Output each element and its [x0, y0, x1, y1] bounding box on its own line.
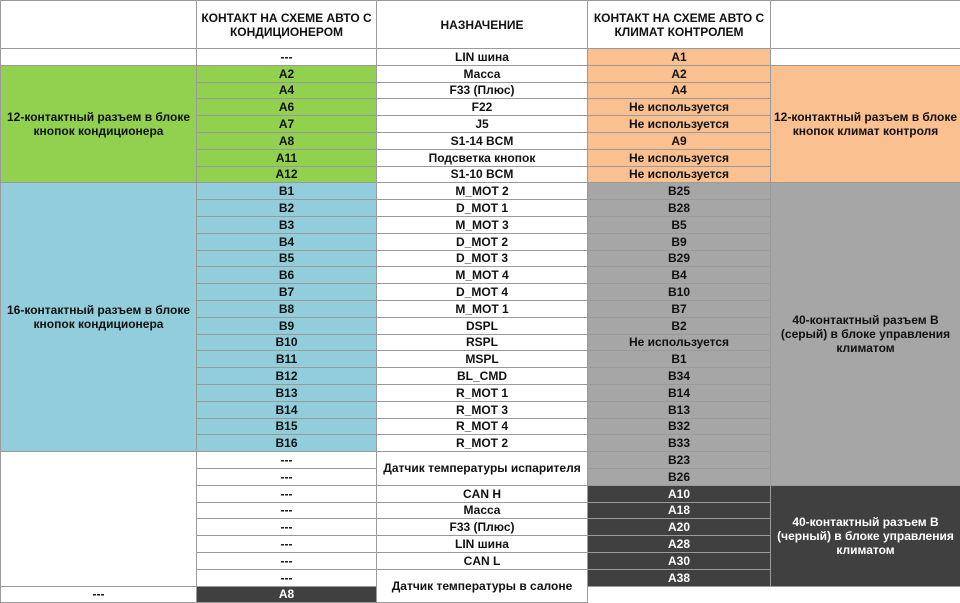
contact-ac-cell: ---: [197, 569, 377, 586]
contact-climate-cell: B29: [588, 250, 771, 267]
contact-climate-cell: B28: [588, 200, 771, 217]
left-group-label: 16-контактный разъем в блоке кнопок кондиционера: [1, 183, 197, 452]
contact-ac-cell: A2: [197, 65, 377, 82]
header-group-right: [771, 1, 960, 49]
purpose-cell: R_MOT 3: [377, 401, 588, 418]
purpose-cell: Датчик температуры испарителя: [377, 452, 588, 486]
purpose-cell: CAN L: [377, 552, 588, 569]
contact-ac-cell: ---: [197, 519, 377, 536]
contact-ac-cell: ---: [197, 452, 377, 469]
contact-climate-cell: A1: [588, 49, 771, 66]
contact-climate-cell: B7: [588, 300, 771, 317]
contact-ac-cell: B11: [197, 351, 377, 368]
purpose-cell: BL_CMD: [377, 368, 588, 385]
contact-ac-cell: A4: [197, 82, 377, 99]
contact-ac-cell: B1: [197, 183, 377, 200]
contact-ac-cell: B15: [197, 418, 377, 435]
contact-ac-cell: A6: [197, 99, 377, 116]
contact-climate-cell: B2: [588, 317, 771, 334]
contact-climate-cell: B25: [588, 183, 771, 200]
contact-ac-cell: B9: [197, 317, 377, 334]
header-purpose: НАЗНАЧЕНИЕ: [377, 1, 588, 49]
contact-climate-cell: B5: [588, 216, 771, 233]
contact-ac-cell: B13: [197, 384, 377, 401]
contact-ac-cell: A7: [197, 116, 377, 133]
purpose-cell: M_MOT 1: [377, 300, 588, 317]
contact-ac-cell: A8: [197, 132, 377, 149]
contact-climate-cell: B14: [588, 384, 771, 401]
contact-climate-cell: Не используется: [588, 334, 771, 351]
contact-ac-cell: ---: [197, 468, 377, 485]
contact-ac-cell: ---: [197, 502, 377, 519]
contact-ac-cell: B3: [197, 216, 377, 233]
contact-ac-cell: B2: [197, 200, 377, 217]
left-group-label: [1, 49, 197, 66]
contact-ac-cell: A12: [197, 166, 377, 183]
contact-climate-cell: B10: [588, 284, 771, 301]
contact-climate-cell: B34: [588, 368, 771, 385]
purpose-cell: F33 (Плюс): [377, 519, 588, 536]
contact-ac-cell: B16: [197, 435, 377, 452]
right-group-label: 12-контактный разъем в блоке кнопок климат контроля: [771, 65, 960, 183]
contact-climate-cell: Не используется: [588, 149, 771, 166]
contact-climate-cell: Не используется: [588, 99, 771, 116]
contact-climate-cell: B23: [588, 452, 771, 469]
purpose-cell: J5: [377, 116, 588, 133]
contact-ac-cell: B6: [197, 267, 377, 284]
contact-climate-cell: A18: [588, 502, 771, 519]
contact-ac-cell: ---: [197, 49, 377, 66]
contact-climate-cell: A9: [588, 132, 771, 149]
table-body: [1, 49, 960, 603]
table-row: [1, 49, 960, 66]
contact-climate-cell: B4: [588, 267, 771, 284]
purpose-cell: M_MOT 4: [377, 267, 588, 284]
contact-climate-cell: A28: [588, 536, 771, 553]
contact-climate-cell: B1: [588, 351, 771, 368]
purpose-cell: LIN шина: [377, 536, 588, 553]
table-row: [1, 183, 960, 200]
contact-climate-cell: A10: [588, 485, 771, 502]
contact-ac-cell: B8: [197, 300, 377, 317]
contact-ac-cell: B7: [197, 284, 377, 301]
header-contact-climate: КОНТАКТ НА СХЕМЕ АВТО С КЛИМАТ КОНТРОЛЕМ: [588, 1, 771, 49]
purpose-cell: MSPL: [377, 351, 588, 368]
header-contact-ac: КОНТАКТ НА СХЕМЕ АВТО С КОНДИЦИОНЕРОМ: [197, 1, 377, 49]
contact-climate-cell: Не используется: [588, 166, 771, 183]
purpose-cell: Подсветка кнопок: [377, 149, 588, 166]
contact-ac-cell: ---: [197, 552, 377, 569]
contact-climate-cell: B9: [588, 233, 771, 250]
contact-ac-cell: ---: [1, 586, 197, 603]
purpose-cell: CAN H: [377, 485, 588, 502]
contact-ac-cell: ---: [197, 485, 377, 502]
purpose-cell: M_MOT 2: [377, 183, 588, 200]
purpose-cell: RSPL: [377, 334, 588, 351]
purpose-cell: D_MOT 3: [377, 250, 588, 267]
purpose-cell: D_MOT 4: [377, 284, 588, 301]
purpose-cell: S1-14 BCM: [377, 132, 588, 149]
purpose-cell: Датчик температуры в салоне: [377, 569, 588, 603]
header-group-left: [1, 1, 197, 49]
contact-ac-cell: B12: [197, 368, 377, 385]
contact-ac-cell: B10: [197, 334, 377, 351]
contact-climate-cell: A38: [588, 569, 771, 586]
contact-ac-cell: B4: [197, 233, 377, 250]
contact-climate-cell: A20: [588, 519, 771, 536]
contact-climate-cell: A2: [588, 65, 771, 82]
contact-climate-cell: A8: [197, 586, 377, 603]
contact-climate-cell: A30: [588, 552, 771, 569]
contact-climate-cell: B33: [588, 435, 771, 452]
purpose-cell: Масса: [377, 65, 588, 82]
purpose-cell: M_MOT 3: [377, 216, 588, 233]
contact-ac-cell: B5: [197, 250, 377, 267]
left-group-label: [1, 452, 197, 586]
purpose-cell: F33 (Плюс): [377, 82, 588, 99]
right-group-label: 40-контактный разъем B (серый) в блоке управления климатом: [771, 183, 960, 485]
right-group-label: 40-контактный разъем B (черный) в блоке управления климатом: [771, 485, 960, 586]
purpose-cell: D_MOT 2: [377, 233, 588, 250]
contact-climate-cell: Не используется: [588, 116, 771, 133]
purpose-cell: R_MOT 1: [377, 384, 588, 401]
contact-climate-cell: B26: [588, 468, 771, 485]
contact-ac-cell: B14: [197, 401, 377, 418]
contact-climate-cell: A4: [588, 82, 771, 99]
right-group-label: [771, 49, 960, 66]
purpose-cell: D_MOT 1: [377, 200, 588, 217]
purpose-cell: F22: [377, 99, 588, 116]
purpose-cell: R_MOT 2: [377, 435, 588, 452]
contact-climate-cell: B13: [588, 401, 771, 418]
left-group-label: 12-контактный разъем в блоке кнопок кондиционера: [1, 65, 197, 183]
purpose-cell: LIN шина: [377, 49, 588, 66]
table-row: [1, 65, 960, 82]
contact-ac-cell: A11: [197, 149, 377, 166]
header-row: [1, 1, 960, 49]
contact-climate-cell: B32: [588, 418, 771, 435]
purpose-cell: DSPL: [377, 317, 588, 334]
purpose-cell: R_MOT 4: [377, 418, 588, 435]
contact-ac-cell: ---: [197, 536, 377, 553]
purpose-cell: S1-10 BCM: [377, 166, 588, 183]
purpose-cell: Масса: [377, 502, 588, 519]
